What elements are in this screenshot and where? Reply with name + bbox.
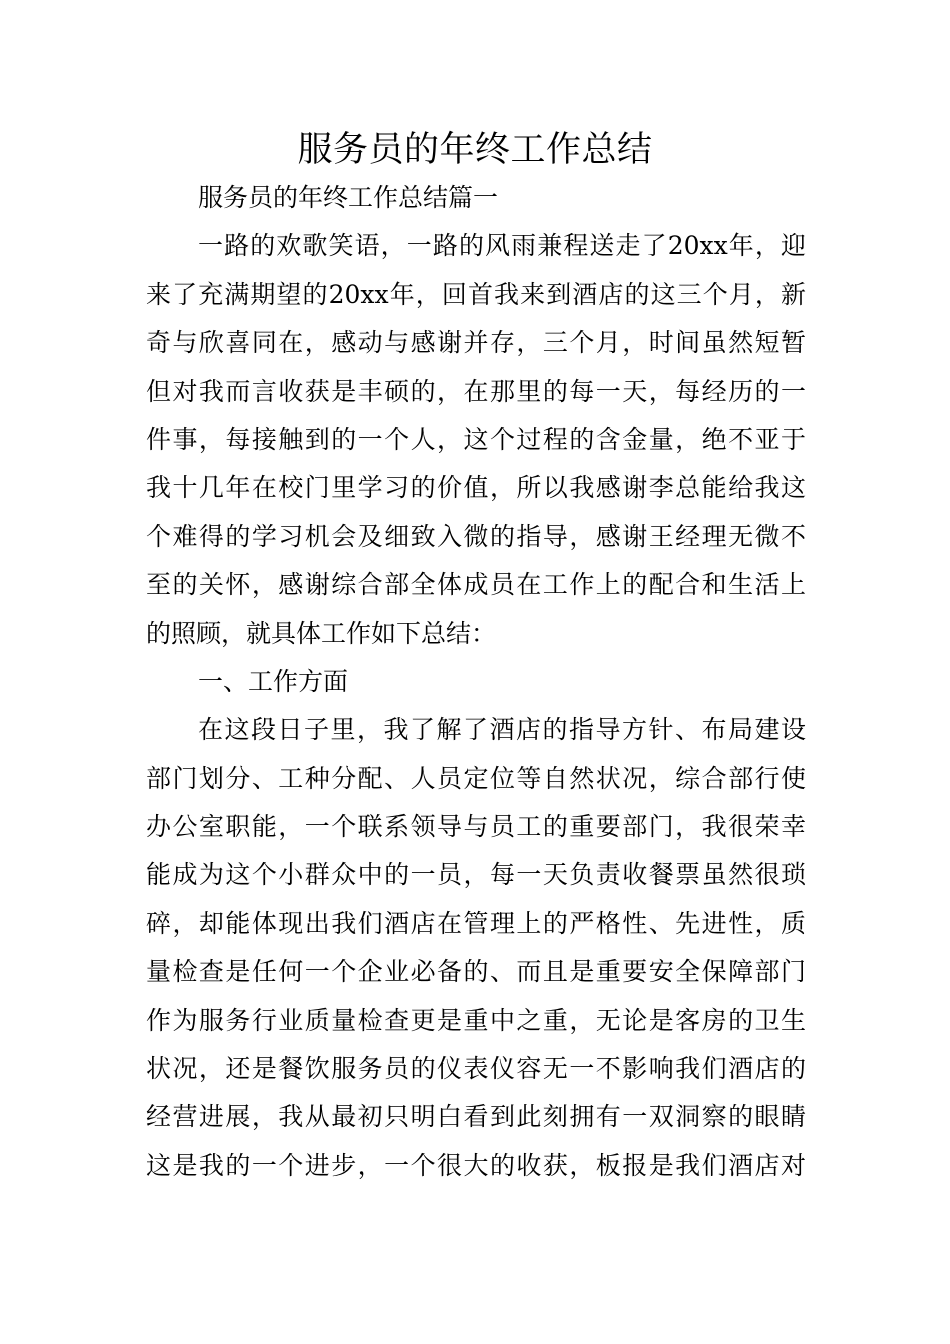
paragraph-line: 状况，还是餐饮服务员的仪表仪容无一不影响我们酒店的 [146, 1054, 806, 1084]
paragraph-line: 作为服务行业质量检查更是重中之重，无论是客房的卫生 [146, 1005, 806, 1035]
document-title: 服务员的年终工作总结 [297, 130, 653, 170]
paragraph-line: 经营进展，我从最初只明白看到此刻拥有一双洞察的眼睛 [146, 1102, 806, 1132]
paragraph-line: 至的关怀，感谢综合部全体成员在工作上的配合和生活上 [146, 570, 806, 600]
paragraph-line: 部门划分、工种分配、人员定位等自然状况，综合部行使 [146, 763, 806, 793]
paragraph-line: 一路的欢歌笑语，一路的风雨兼程送走了20xx年，迎 [198, 231, 806, 261]
paragraph-line: 办公室职能，一个联系领导与员工的重要部门，我很荣幸 [146, 812, 806, 842]
paragraph-line: 奇与欣喜同在，感动与感谢并存，三个月，时间虽然短暂 [146, 328, 806, 358]
paragraph-line: 在这段日子里，我了解了酒店的指导方针、布局建设 [198, 715, 806, 745]
section-heading: 一、工作方面 [198, 666, 349, 696]
paragraph-line: 但对我而言收获是丰硕的，在那里的每一天，每经历的一 [146, 376, 806, 406]
paragraph-line: 的照顾，就具体工作如下总结： [146, 618, 497, 648]
paragraph-line: 碎，却能体现出我们酒店在管理上的严格性、先进性，质 [146, 908, 806, 938]
paragraph-line: 我十几年在校门里学习的价值，所以我感谢李总能给我这 [146, 473, 806, 503]
paragraph-line: 量检查是任何一个企业必备的、而且是重要安全保障部门 [146, 957, 806, 987]
document-body [146, 174, 806, 1190]
section-heading: 服务员的年终工作总结篇一 [198, 183, 499, 212]
paragraph-line: 能成为这个小群众中的一员，每一天负责收餐票虽然很琐 [146, 860, 806, 890]
paragraph-line: 件事，每接触到的一个人，这个过程的含金量，绝不亚于 [146, 424, 806, 454]
paragraph-line: 个难得的学习机会及细致入微的指导，感谢王经理无微不 [146, 521, 806, 551]
paragraph-line: 这是我的一个进步，一个很大的收获，板报是我们酒店对 [146, 1150, 806, 1180]
paragraph-line: 来了充满期望的20xx年，回首我来到酒店的这三个月，新 [146, 279, 806, 309]
